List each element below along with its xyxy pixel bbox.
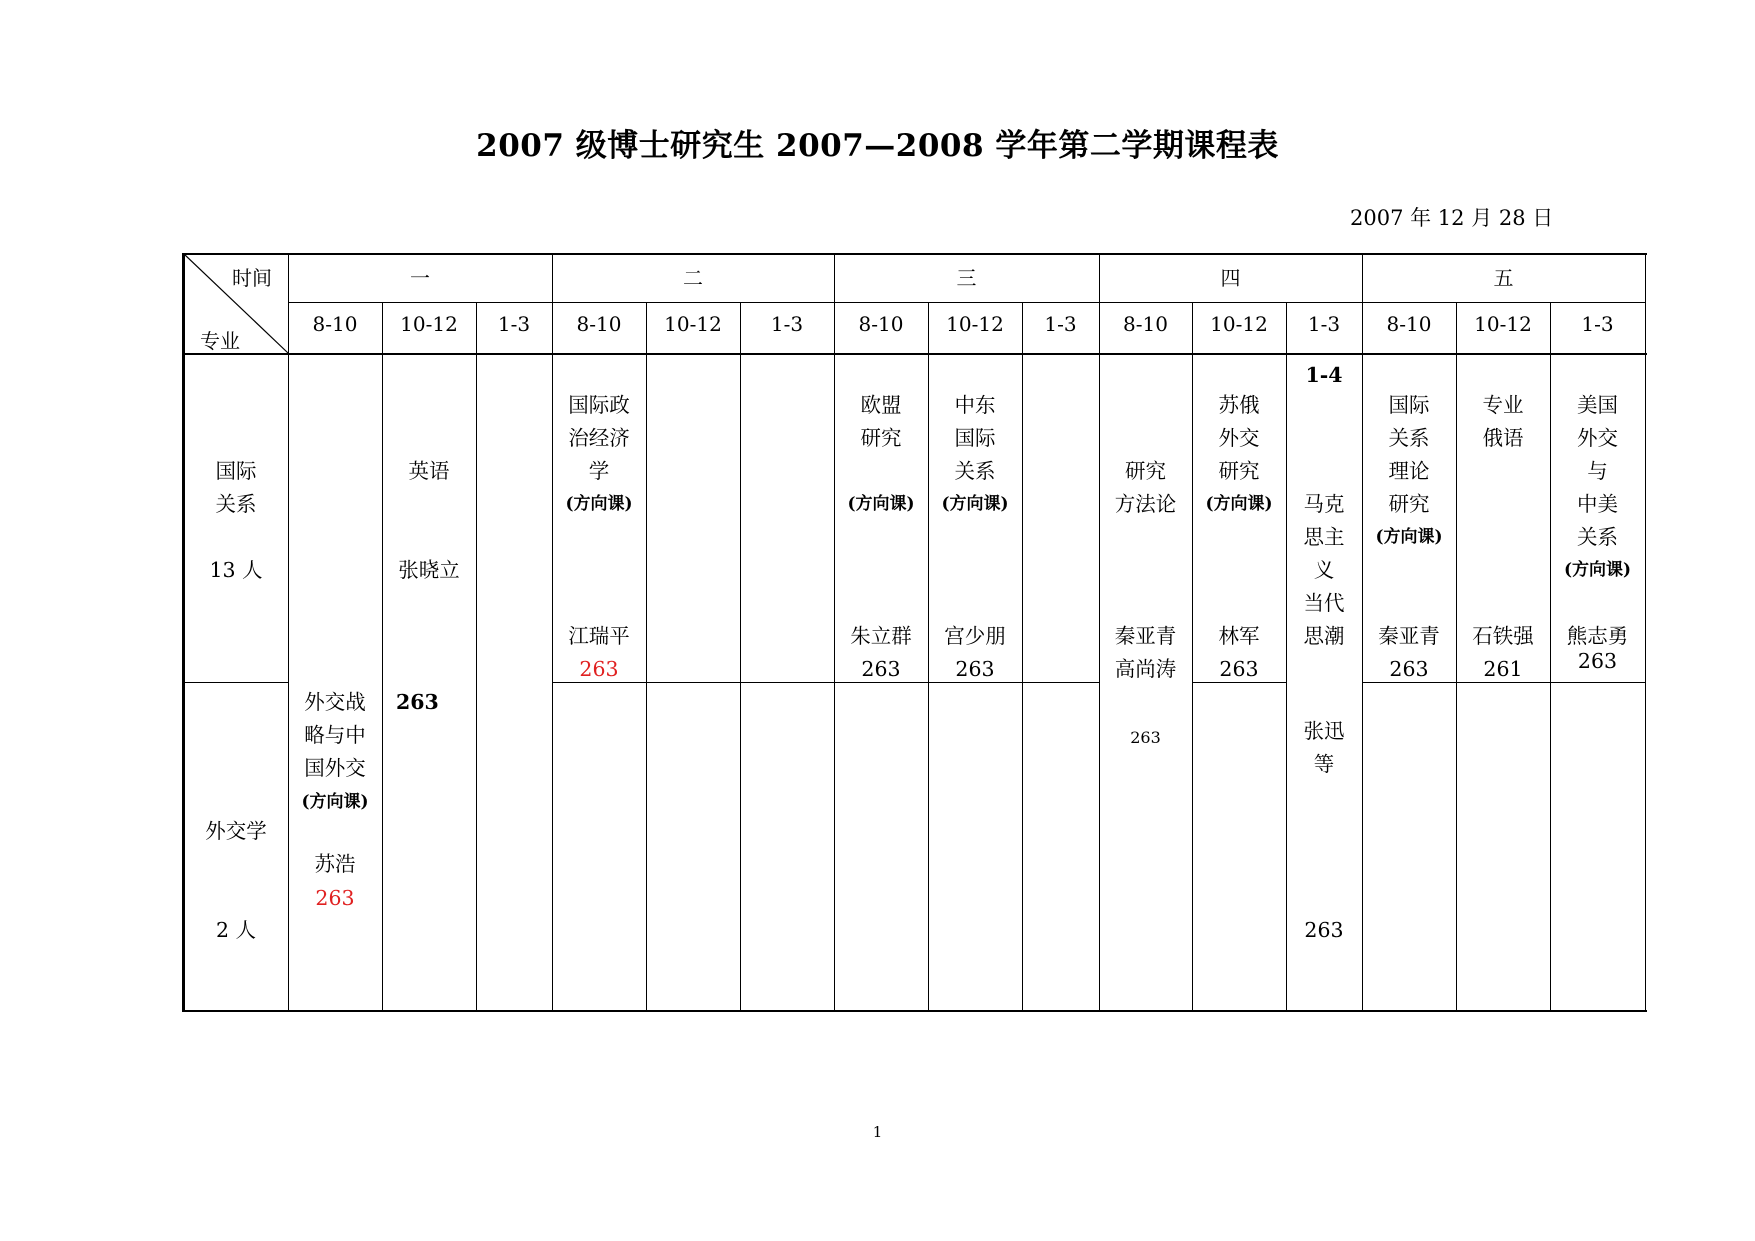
course-tag: (方向课) (301, 792, 369, 812)
course-room: 263 (1219, 657, 1259, 681)
major-name-ir: 国际 关系 (215, 459, 257, 516)
course-name: 外交战 略与中 国外交 (304, 690, 366, 780)
course-teacher: 石铁强 (1472, 624, 1534, 648)
course-teacher: 张晓立 (398, 558, 460, 582)
course-teacher: 秦亚青 (1378, 624, 1440, 648)
day-header-tue: 二 (683, 266, 703, 290)
course-teacher: 林军 (1218, 624, 1260, 648)
course-name: 苏俄 外交 研究 (1218, 393, 1260, 483)
slot-header: 8-10 (1386, 312, 1432, 336)
document-date: 2007 年 12 月 28 日 (1350, 206, 1554, 230)
slot-header: 1-3 (770, 312, 804, 336)
slot-header: 8-10 (312, 312, 358, 336)
slot-header: 8-10 (1123, 312, 1168, 336)
major-count-ir: 13 人 (209, 558, 263, 582)
slot-header: 8-10 (576, 312, 622, 336)
day-header-fri: 五 (1493, 266, 1514, 290)
slot-header: 10-12 (400, 312, 458, 336)
course-teacher: 张迅 等 (1303, 719, 1345, 776)
course-room: 263 (1389, 657, 1429, 681)
course-tag: (方向课) (847, 494, 915, 514)
course-room: 263 (861, 657, 901, 681)
course-teacher: 宫少朋 (944, 624, 1006, 648)
slot-header: 1-3 (1044, 312, 1077, 336)
course-room: 263 (579, 657, 619, 681)
slot-header: 8-10 (858, 312, 904, 336)
course-teacher: 熊志勇 (1566, 624, 1629, 648)
course-tag: (方向课) (565, 494, 633, 514)
course-time: 1-4 (1305, 363, 1343, 387)
corner-major-label: 专业 (200, 329, 240, 353)
course-room: 263 (396, 690, 439, 714)
course-tag: (方向课) (1205, 494, 1273, 514)
slot-header: 10-12 (1210, 312, 1268, 336)
day-header-mon: 一 (410, 266, 430, 290)
course-name: 专业 俄语 (1482, 393, 1524, 450)
course-tag: (方向课) (1563, 560, 1632, 580)
course-room: 263 (315, 886, 355, 910)
course-teacher: 朱立群 (850, 624, 912, 648)
slot-header: 1-3 (1307, 312, 1341, 336)
course-name: 国际政 治经济 学 (568, 393, 630, 483)
course-room: 261 (1483, 657, 1523, 681)
major-name-diplomacy: 外交学 (205, 819, 267, 843)
course-name: 中东 国际 关系 (954, 393, 996, 483)
course-name: 英语 (408, 459, 450, 483)
course-name: 研究 方法论 (1114, 459, 1177, 516)
course-room: 263 (1577, 649, 1618, 673)
slot-header: 1-3 (1581, 312, 1614, 336)
course-teacher: 苏浩 (314, 852, 356, 876)
course-tag: (方向课) (1375, 527, 1443, 547)
course-name: 欧盟 研究 (860, 393, 902, 450)
slot-header: 10-12 (664, 312, 722, 336)
course-teacher: 江瑞平 (568, 624, 630, 648)
day-header-thu: 四 (1220, 266, 1241, 290)
course-name: 马克 思主 义 当代 思潮 (1303, 492, 1345, 648)
course-name: 美国 外交 与 中美 关系 (1577, 393, 1618, 549)
course-tag: (方向课) (941, 494, 1009, 514)
slot-header: 10-12 (946, 312, 1004, 336)
day-header-wed: 三 (956, 266, 977, 290)
slot-header: 10-12 (1474, 312, 1532, 336)
corner-time-label: 时间 (232, 266, 272, 290)
course-teacher: 秦亚青 高尚涛 (1114, 624, 1177, 681)
major-count-diplomacy: 2 人 (215, 918, 257, 942)
page-number: 1 (872, 1123, 883, 1141)
slot-header: 1-3 (497, 312, 531, 336)
course-room: 263 (1304, 918, 1344, 942)
page-title: 2007 级博士研究生 2007—2008 学年第二学期课程表 (476, 128, 1279, 164)
course-room: 263 (1130, 728, 1161, 747)
course-room: 263 (955, 657, 995, 681)
course-name: 国际 关系 理论 研究 (1388, 393, 1430, 516)
